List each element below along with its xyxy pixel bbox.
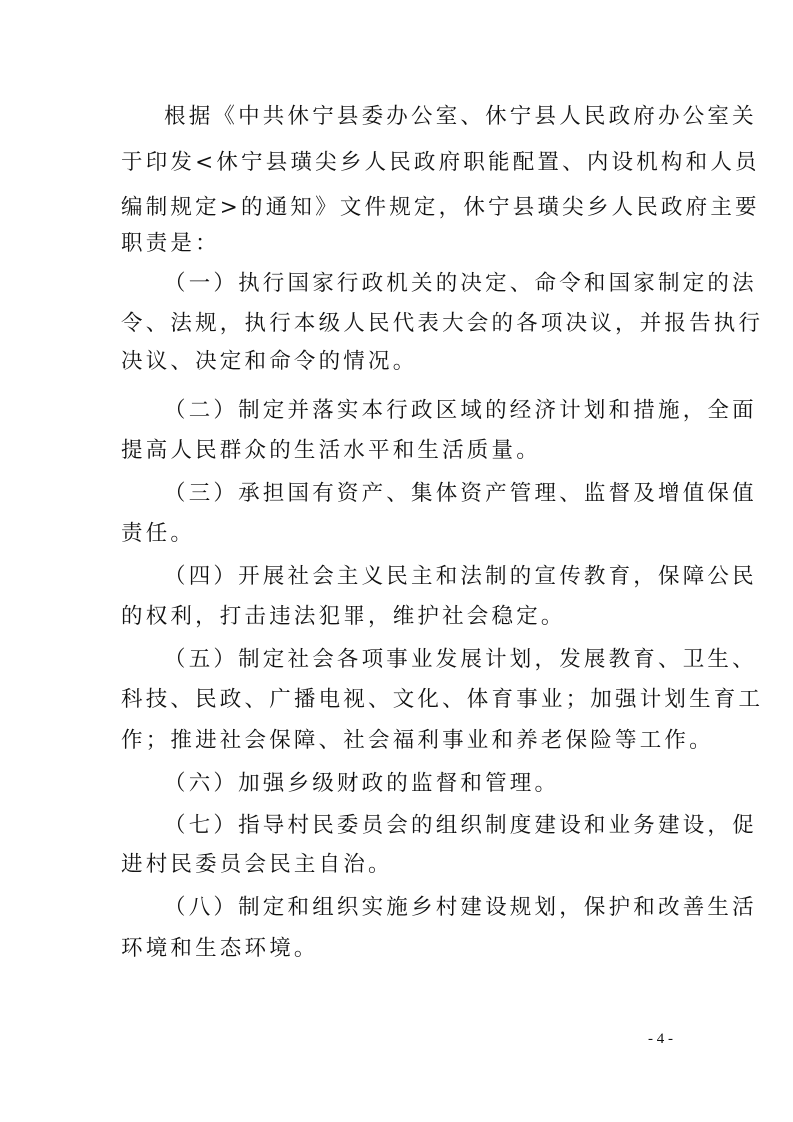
- item-8-line: （八）制定和组织实施乡村建设规划，保护和改善生活: [164, 895, 757, 920]
- item-5-line: 科技、民政、广播电视、文化、体育事业；加强计划生育工: [121, 687, 764, 712]
- item-1-line: 决议、决定和命令的情况。: [121, 349, 418, 374]
- item-1-line: 令、法规，执行本级人民代表大会的各项决议，并报告执行: [121, 311, 764, 336]
- intro-line: 于印发<休宁县璜尖乡人民政府职能配置、内设机构和人员: [121, 150, 760, 175]
- item-1-line: （一）执行国家行政机关的决定、命令和国家制定的法: [164, 271, 757, 296]
- intro-line: 编制规定>的通知》文件规定，休宁县璜尖乡人民政府主要: [121, 195, 760, 220]
- page-number: - 4 -: [648, 1031, 673, 1047]
- item-2-line: 提高人民群众的生活水平和生活质量。: [121, 438, 541, 463]
- item-2-line: （二）制定并落实本行政区域的经济计划和措施，全面: [164, 398, 757, 423]
- item-5-line: 作；推进社会保障、社会福利事业和养老保险等工作。: [121, 728, 714, 753]
- item-4-line: 的权利，打击违法犯罪，维护社会稳定。: [121, 604, 566, 629]
- item-3-line: （三）承担国有资产、集体资产管理、监督及增值保值: [164, 481, 757, 506]
- item-7-line: 进村民委员会民主自治。: [121, 852, 393, 877]
- item-7-line: （七）指导村民委员会的组织制度建设和业务建设，促: [164, 813, 757, 838]
- item-8-line: 环境和生态环境。: [121, 936, 319, 961]
- item-4-line: （四）开展社会主义民主和法制的宣传教育，保障公民: [164, 564, 757, 589]
- intro-line: 职责是：: [121, 231, 220, 256]
- item-6-line: （六）加强乡级财政的监督和管理。: [164, 771, 560, 796]
- intro-line: 根据《中共休宁县委办公室、休宁县人民政府办公室关: [164, 104, 757, 129]
- item-5-line: （五）制定社会各项事业发展计划，发展教育、卫生、: [164, 647, 757, 672]
- item-3-line: 责任。: [121, 521, 196, 546]
